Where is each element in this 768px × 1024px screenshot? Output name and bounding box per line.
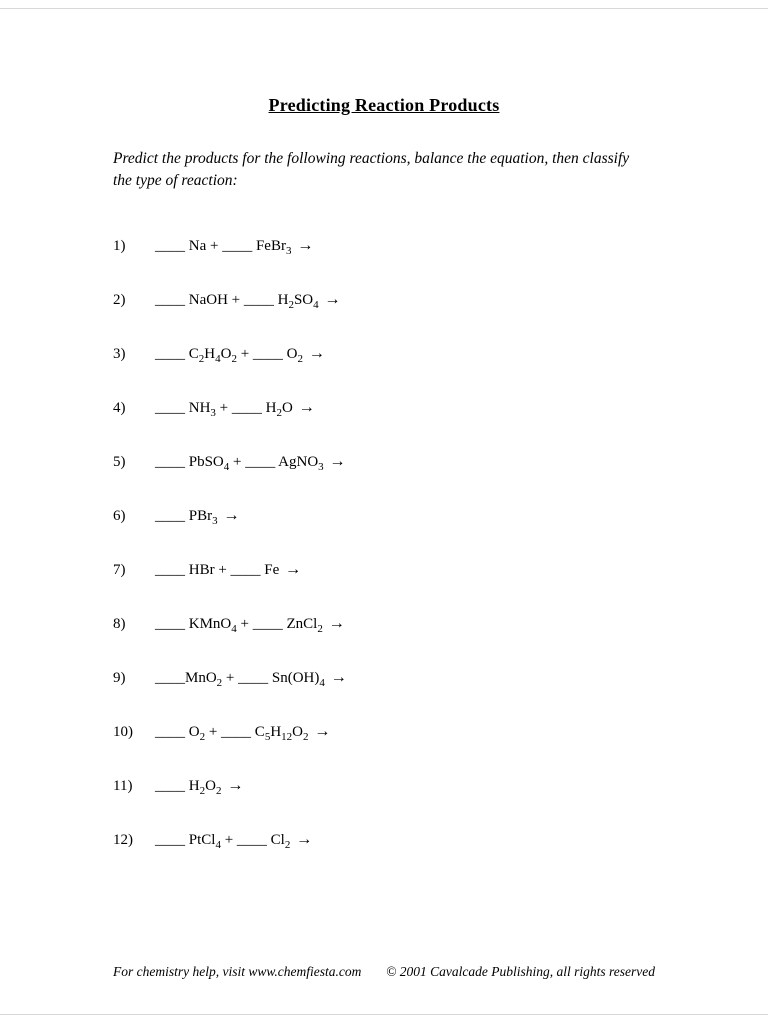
reaction-equation: ____ PtCl$_4$ + ____ $Cl_2$ → — [155, 830, 313, 852]
arrow-icon: → — [330, 668, 347, 687]
footer-right-text: © 2001 Cavalcade Publishing, all rights reserved — [386, 964, 655, 979]
problem-row — [113, 613, 655, 634]
arrow-icon: → — [285, 560, 302, 579]
problem-number: 4) — [113, 400, 126, 417]
page-footer — [113, 964, 655, 980]
worksheet-content — [113, 95, 655, 883]
problem-number: 11) — [113, 778, 133, 795]
problem-number: 7) — [113, 562, 126, 579]
problem-number: 1) — [113, 238, 126, 255]
reaction-equation: ____ PbSO$_4$ + ____ AgNO$_3$ → — [155, 452, 346, 474]
page-title: Predicting Reaction Products — [268, 95, 500, 115]
problem-row — [113, 667, 655, 688]
problem-row — [113, 451, 655, 472]
instructions-text: Predict the products for the following reactions, balance the equation, then classify the type of reaction: — [113, 150, 630, 189]
reaction-equation: ____ $H_2O_2$ → — [155, 776, 244, 798]
arrow-icon: → — [298, 398, 315, 417]
arrow-icon: → — [328, 614, 345, 633]
problem-number: 3) — [113, 346, 126, 363]
problem-number: 9) — [113, 670, 126, 687]
reaction-equation: ____ KMnO$_4$ + ____ ZnCl$_2$ → — [155, 614, 345, 636]
problem-number: 2) — [113, 292, 126, 309]
reaction-equation: ____ Na + ____ FeBr$_3$ → — [155, 236, 314, 258]
arrow-icon: → — [314, 722, 331, 741]
page-edge-top — [0, 8, 768, 9]
problem-row — [113, 721, 655, 742]
reaction-equation: ____ $O_2$ + ____ $C_5H_{12}O_2$ → — [155, 722, 331, 744]
arrow-icon: → — [308, 344, 325, 363]
reaction-equation: ____MnO$_2$ + ____ $Sn(OH)_4$ → — [155, 668, 347, 690]
footer-left-text: For chemistry help, visit www.chemfiesta.com — [113, 964, 362, 979]
reaction-equation: ____ HBr + ____ Fe → — [155, 560, 302, 579]
problem-list — [113, 235, 655, 850]
problem-number: 8) — [113, 616, 126, 633]
problem-number: 10) — [113, 724, 133, 741]
arrow-icon: → — [329, 452, 346, 471]
problem-number: 6) — [113, 508, 126, 525]
problem-number: 5) — [113, 454, 126, 471]
problem-row — [113, 235, 655, 256]
problem-row — [113, 343, 655, 364]
arrow-icon: → — [296, 830, 313, 849]
problem-row — [113, 829, 655, 850]
reaction-equation: ____ PBr$_3$ → — [155, 506, 240, 528]
problem-row — [113, 559, 655, 580]
reaction-equation: ____ NaOH + ____ $H_2SO_4$ → — [155, 290, 341, 312]
problem-row — [113, 775, 655, 796]
problem-number: 12) — [113, 832, 133, 849]
arrow-icon: → — [223, 506, 240, 525]
arrow-icon: → — [324, 290, 341, 309]
arrow-icon: → — [227, 776, 244, 795]
reaction-equation: ____ $C_2H_4O_2$ + ____ $O_2$ → — [155, 344, 325, 366]
problem-row — [113, 505, 655, 526]
arrow-icon: → — [297, 236, 314, 255]
reaction-equation: ____ $NH_3$ + ____ $H_2O$ → — [155, 398, 315, 420]
problem-row — [113, 397, 655, 418]
problem-row — [113, 289, 655, 310]
page-edge-bottom — [0, 1014, 768, 1015]
